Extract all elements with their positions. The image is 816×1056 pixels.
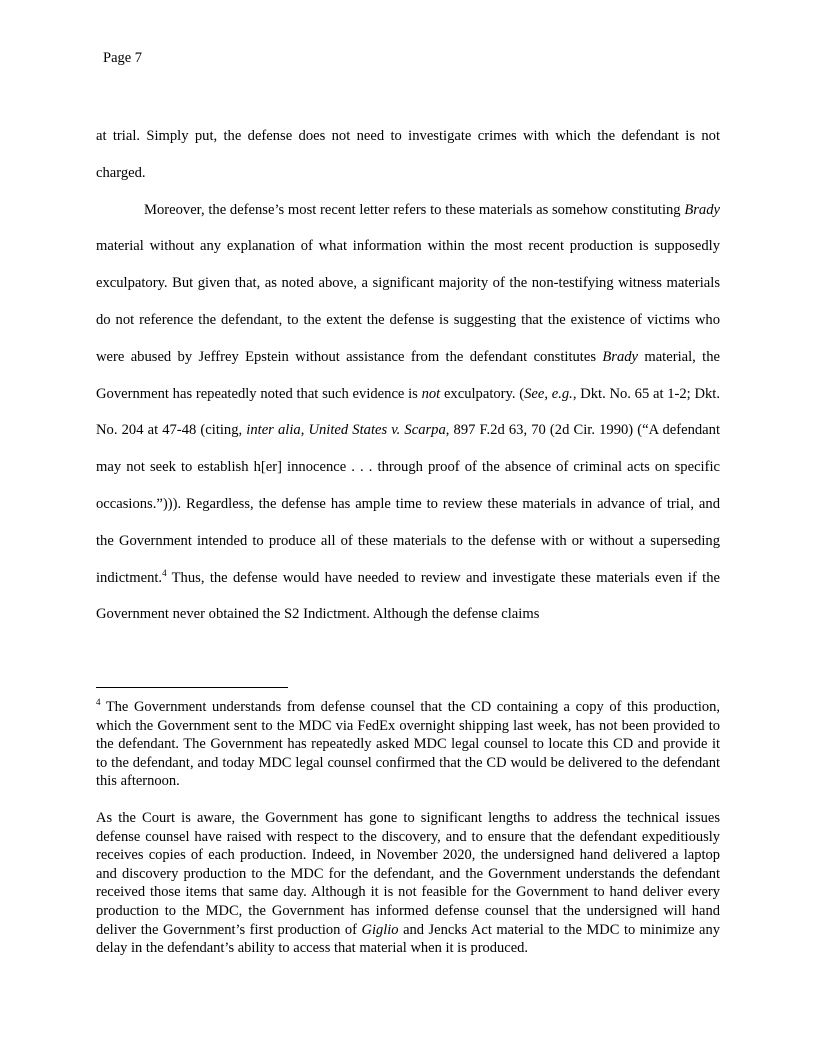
paragraph-brady-argument [96, 192, 720, 634]
italic-giglio: Giglio [361, 921, 399, 938]
text-run: Thus, the defense would have needed to review and investigate these materials even if the Government never obtained the S2 Indictment. Although the defense claims [96, 569, 720, 623]
footnote-section [96, 698, 720, 958]
main-text [96, 118, 720, 633]
footnote-paragraph-2 [96, 809, 720, 958]
italic-brady: Brady [602, 348, 639, 365]
text-run: , 897 F.2d 63, 70 (2d Cir. 1990) (“A defendant may not seek to establish h[er] innocence . . . through proof of the absence of criminal acts on specific occasions.”))). Regardless, the defense has ample time to review these materials in advance of trial, and the Government intended to produce all of these materials to the defense with or without a superseding indictment. [96, 422, 720, 586]
text-run: , [300, 422, 309, 439]
text-run: , Dkt. No. 65 at 1-2; Dkt. No. 204 at 47-48 (citing, [96, 385, 720, 439]
footnote-number: 4 [96, 697, 101, 708]
text-run: exculpatory. ( [440, 385, 525, 402]
italic-see-eg: See, e.g. [524, 385, 573, 402]
text-run: material without any explanation of what information within the most recent production is supposedly exculpatory. But given that, as noted above, a significant majority of the non-testifying witness materials do not reference the defendant, to the extent the defense is suggesting that the existence of victims who were abused by Jeffrey Epstein without assistance from the defendant constitutes [96, 238, 720, 365]
footnote-paragraph-1 [96, 698, 720, 791]
text-run: material, the Government has repeatedly noted that such evidence is [96, 348, 720, 402]
italic-case-name: United States v. Scarpa [308, 422, 446, 439]
text-run: The Government understands from defense counsel that the CD containing a copy of this production, which the Government sent to the MDC via FedEx overnight shipping last week, has not been provided to the defendant. The Government has repeatedly asked MDC legal counsel to locate this CD and provide it to the defendant, and today MDC legal counsel confirmed that the CD would be delivered to the defendant this afternoon. [96, 699, 720, 790]
footnote-divider [96, 687, 288, 688]
italic-not: not [421, 385, 441, 402]
text-run: As the Court is aware, the Government has gone to significant lengths to address the technical issues defense counsel have raised with respect to the discovery, and to ensure that the defendant expeditiously receives copies of each production. Indeed, in November 2020, the undersigned hand delivered a laptop and discovery production to the MDC for the defendant, and the Government understands the defendant received those items that same day. Although it is not feasible for the Government to hand deliver every production to the MDC, the Government has informed defense counsel that the undersigned will hand deliver the Government’s first production of [96, 809, 720, 938]
text-run: and Jencks Act material to the MDC to minimize any delay in the defendant’s ability to access that material when it is produced. [96, 921, 720, 957]
italic-brady: Brady [684, 201, 720, 218]
text-run: Moreover, the defense’s most recent letter refers to these materials as somehow constituting [144, 201, 685, 218]
italic-inter-alia: inter alia [246, 422, 301, 439]
page-number: Page 7 [103, 50, 143, 66]
paragraph-continuation: at trial. Simply put, the defense does not need to investigate crimes with which the defendant is not charged. [96, 128, 720, 181]
footnote-reference[interactable]: 4 [162, 567, 167, 578]
